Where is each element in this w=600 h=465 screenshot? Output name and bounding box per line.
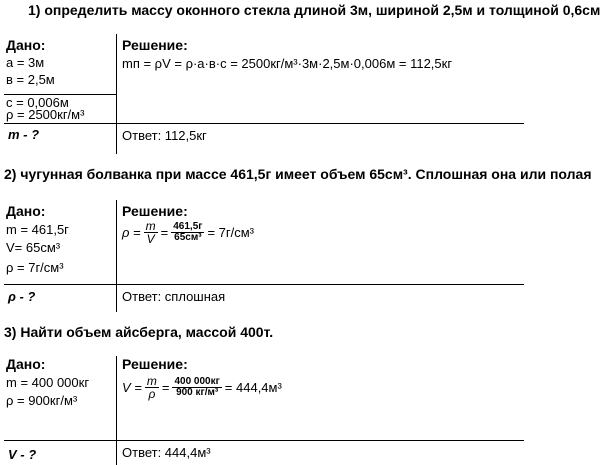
fraction-numerator: 400 000кг xyxy=(174,376,220,387)
fraction-symbolic xyxy=(145,375,159,400)
formula-lhs: ρ = xyxy=(122,225,141,240)
given-label: Дано: xyxy=(6,356,46,372)
given-item: a = 3м xyxy=(6,55,45,70)
fraction-numerator: m xyxy=(146,374,157,388)
given-label: Дано: xyxy=(6,203,46,219)
fraction-symbolic xyxy=(144,220,158,245)
divider-horizontal xyxy=(4,123,524,124)
solution-formula: ρ = $\frac{m}{V}$ = $\frac{461,5г}{\text{65см³}}$ = 7г/см³ xyxy=(122,219,255,246)
divider-vertical xyxy=(116,34,117,154)
solution-label: Решение: xyxy=(122,203,188,219)
given-item: в = 2,5м xyxy=(6,72,55,87)
fraction-numeric xyxy=(171,222,204,243)
answer: Ответ: 444,4м³ xyxy=(122,445,211,460)
given-label: Дано: xyxy=(6,37,46,53)
problem-3-title: 3) Найти объем айсберга, массой 400т. xyxy=(4,324,274,340)
formula-lhs: V = xyxy=(122,380,142,395)
find-label: ρ - ? xyxy=(8,289,36,304)
given-item: m = 461,5г xyxy=(6,222,69,237)
fraction-numerator: 461,5г xyxy=(173,221,203,232)
problem-2-title: 2) чугунная болванка при массе 461,5г имеет объем 65см³. Сплошная она или полая xyxy=(4,166,592,182)
given-item: m = 400 000кг xyxy=(6,375,90,390)
given-item: ρ = 900кг/м³ xyxy=(6,393,78,408)
fraction-numeric xyxy=(172,377,221,398)
find-label: m - ? xyxy=(8,127,40,142)
fraction-denominator: ρ xyxy=(148,387,156,401)
divider-vertical xyxy=(116,356,117,465)
solution-formula: V = $\frac{m}{\rho}$ = $\frac{400 000кг}{\text{900 кг/м³}}$ = 444,4м³ xyxy=(122,374,282,401)
solution-label: Решение: xyxy=(122,37,188,53)
solution-label: Решение: xyxy=(122,356,188,372)
divider-vertical xyxy=(116,200,117,312)
given-item: c = 0,006м xyxy=(6,95,69,110)
fraction-denominator: 65см³ xyxy=(174,232,202,243)
answer: Ответ: 112,5кг xyxy=(122,128,207,143)
fraction-denominator: V xyxy=(146,232,155,246)
given-item: ρ = 7г/см³ xyxy=(6,260,64,275)
solution-formula: mп = ρV = ρ·a·в·c = 2500кг/м³·3м·2,5м·0,006м = 112,5кг xyxy=(122,56,453,71)
formula-result: = 7г/см³ xyxy=(207,225,255,240)
find-label: V - ? xyxy=(8,447,37,462)
fraction-numerator: m xyxy=(145,219,156,233)
divider-horizontal xyxy=(4,284,524,285)
given-item: ρ = 2500кг/м³ xyxy=(6,107,85,122)
given-item: V= 65см³ xyxy=(6,240,61,255)
divider-horizontal xyxy=(4,440,524,441)
problem-1-title: 1) определить массу оконного стекла длиной 3м, шириной 2,5м и толщиной 0,6см xyxy=(28,2,600,18)
fraction-denominator: 900 кг/м³ xyxy=(176,387,219,398)
formula-result: = 444,4м³ xyxy=(224,380,282,395)
answer: Ответ: сплошная xyxy=(122,289,226,304)
